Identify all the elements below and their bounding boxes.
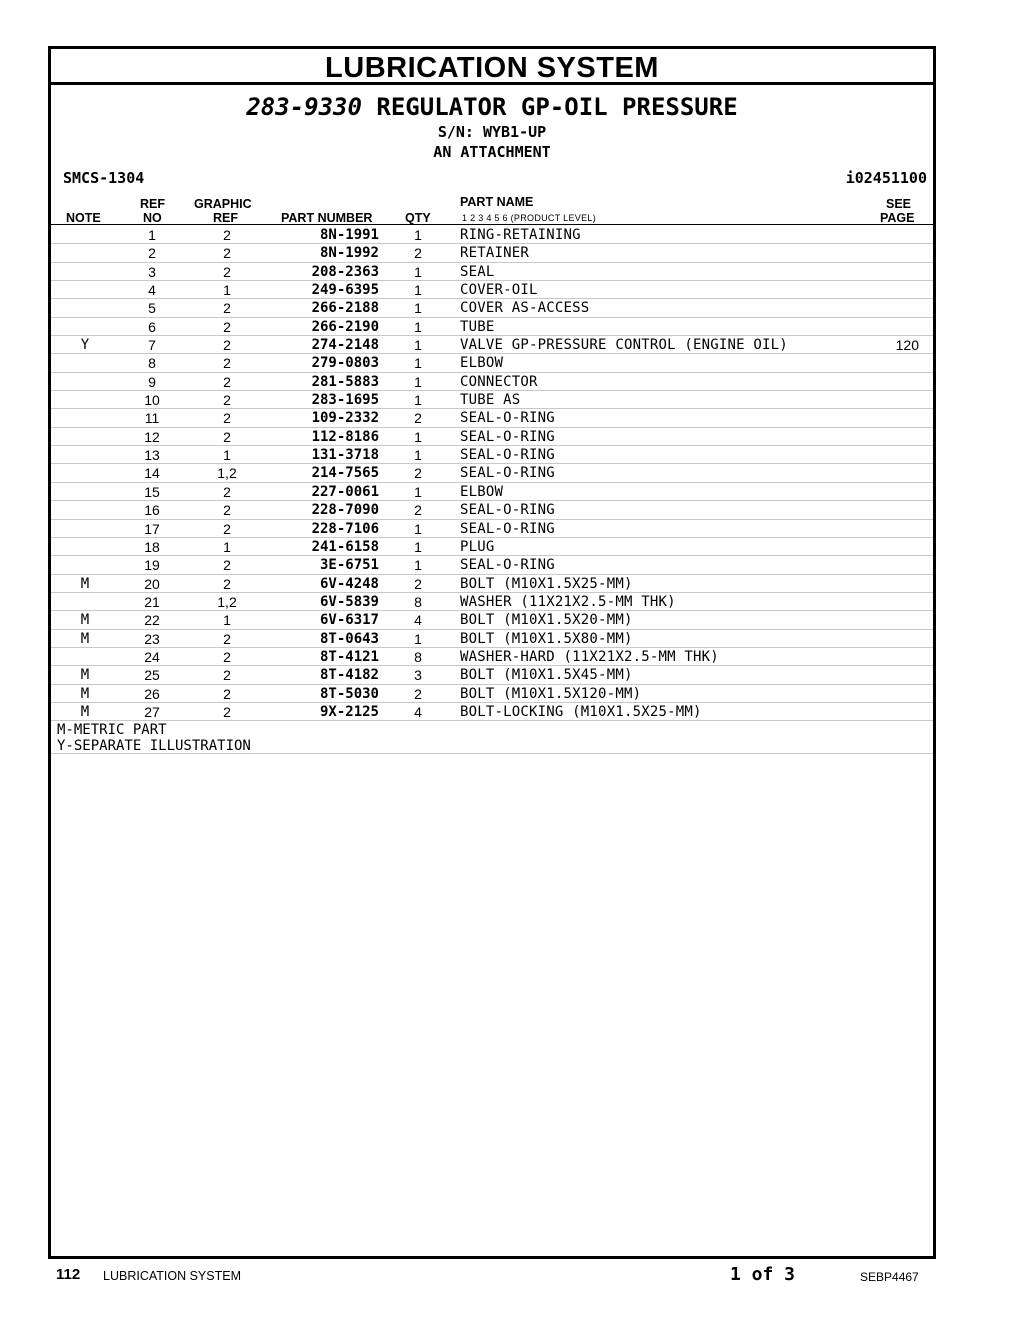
row-qty: 8 xyxy=(414,593,422,610)
table-row xyxy=(51,483,933,501)
row-graphic-ref: 2 xyxy=(223,355,231,372)
row-part-number: 3E-6751 xyxy=(319,557,379,574)
row-part-number: 109-2332 xyxy=(311,410,379,427)
row-part-name: SEAL xyxy=(460,263,495,280)
table-row xyxy=(51,428,933,446)
row-qty: 1 xyxy=(414,520,422,537)
row-part-number: 208-2363 xyxy=(311,263,379,280)
table-row xyxy=(51,336,933,354)
row-graphic-ref: 2 xyxy=(223,483,231,500)
table-row xyxy=(51,630,933,648)
table-row xyxy=(51,281,933,299)
row-part-name: BOLT (M10X1.5X25-MM) xyxy=(460,575,633,592)
table-row xyxy=(51,520,933,538)
row-part-number: 266-2188 xyxy=(311,300,379,317)
row-qty: 1 xyxy=(414,428,422,445)
row-graphic-ref: 2 xyxy=(223,300,231,317)
row-graphic-ref: 1,2 xyxy=(217,465,237,482)
group-name: REGULATOR GP-OIL PRESSURE xyxy=(376,93,738,121)
row-part-number: 228-7106 xyxy=(311,520,379,537)
row-part-number: 6V-5839 xyxy=(319,593,379,610)
row-graphic-ref: 2 xyxy=(223,428,231,445)
row-ref-no: 22 xyxy=(144,612,160,629)
row-graphic-ref: 2 xyxy=(223,502,231,519)
section-title: LUBRICATION SYSTEM xyxy=(51,49,933,85)
row-part-name: BOLT (M10X1.5X80-MM) xyxy=(460,630,633,647)
header-part-number: PART NUMBER xyxy=(281,211,373,225)
header-product-level: 1 2 3 4 5 6 (PRODUCT LEVEL) xyxy=(462,213,596,223)
header-graphic-top: GRAPHIC xyxy=(194,197,252,211)
row-part-number: 281-5883 xyxy=(311,373,379,390)
row-graphic-ref: 2 xyxy=(223,337,231,354)
row-graphic-ref: 1 xyxy=(223,282,231,299)
row-qty: 1 xyxy=(414,318,422,335)
row-ref-no: 25 xyxy=(144,667,160,684)
row-qty: 1 xyxy=(414,300,422,317)
row-qty: 1 xyxy=(414,557,422,574)
row-part-name: BOLT-LOCKING (M10X1.5X25-MM) xyxy=(460,703,702,720)
row-part-number: 9X-2125 xyxy=(319,703,379,720)
footer-doc-id: SEBP4467 xyxy=(860,1270,919,1284)
table-row xyxy=(51,703,933,721)
row-graphic-ref: 2 xyxy=(223,410,231,427)
row-part-name: SEAL-O-RING xyxy=(460,465,555,482)
table-row xyxy=(51,446,933,464)
header-ref-bottom: NO xyxy=(143,211,162,225)
footer-page-number: 112 xyxy=(56,1266,81,1283)
footer-page-of: 1 of 3 xyxy=(730,1264,796,1285)
row-part-number: 8T-5030 xyxy=(319,685,379,702)
row-qty: 4 xyxy=(414,612,422,629)
row-part-name: SEAL-O-RING xyxy=(460,428,555,445)
row-part-name: PLUG xyxy=(460,538,495,555)
row-qty: 1 xyxy=(414,355,422,372)
row-qty: 2 xyxy=(414,575,422,592)
row-part-name: COVER AS-ACCESS xyxy=(460,300,590,317)
table-row xyxy=(51,263,933,281)
table-header xyxy=(51,192,933,225)
row-part-number: 279-0803 xyxy=(311,355,379,372)
row-ref-no: 7 xyxy=(148,337,156,354)
footer-section: LUBRICATION SYSTEM xyxy=(103,1269,241,1283)
table-row xyxy=(51,648,933,666)
row-part-name: TUBE AS xyxy=(460,392,521,409)
row-ref-no: 26 xyxy=(144,685,160,702)
group-title xyxy=(51,93,933,121)
page-footer xyxy=(0,1266,1020,1286)
parts-table xyxy=(51,226,933,754)
row-ref-no: 24 xyxy=(144,648,160,665)
row-qty: 3 xyxy=(414,667,422,684)
row-part-number: 8N-1991 xyxy=(319,227,379,243)
header-qty: QTY xyxy=(405,211,431,225)
row-note: M xyxy=(80,667,90,684)
row-graphic-ref: 1 xyxy=(223,612,231,629)
row-part-name: COVER-OIL xyxy=(460,282,538,299)
row-ref-no: 13 xyxy=(144,447,160,464)
row-graphic-ref: 2 xyxy=(223,263,231,280)
row-ref-no: 16 xyxy=(144,502,160,519)
row-ref-no: 10 xyxy=(144,392,160,409)
row-qty: 4 xyxy=(414,703,422,720)
row-qty: 2 xyxy=(414,410,422,427)
row-graphic-ref: 1 xyxy=(223,447,231,464)
row-ref-no: 23 xyxy=(144,630,160,647)
row-ref-no: 6 xyxy=(148,318,156,335)
row-graphic-ref: 2 xyxy=(223,245,231,262)
serial-number: S/N: WYB1-UP xyxy=(437,123,547,141)
row-graphic-ref: 2 xyxy=(223,392,231,409)
header-part-name: PART NAME xyxy=(460,195,534,209)
table-row xyxy=(51,538,933,556)
row-graphic-ref: 1 xyxy=(223,538,231,555)
row-graphic-ref: 2 xyxy=(223,373,231,390)
row-part-number: 283-1695 xyxy=(311,392,379,409)
row-qty: 2 xyxy=(414,245,422,262)
row-note: M xyxy=(80,575,90,592)
table-row xyxy=(51,244,933,262)
attachment-label: AN ATTACHMENT xyxy=(433,143,551,161)
row-graphic-ref: 2 xyxy=(223,227,231,243)
row-part-name: ELBOW xyxy=(460,483,504,500)
row-graphic-ref: 2 xyxy=(223,685,231,702)
table-row xyxy=(51,354,933,372)
row-part-number: 131-3718 xyxy=(311,447,379,464)
row-ref-no: 14 xyxy=(144,465,160,482)
header-see-top: SEE xyxy=(886,197,912,211)
row-part-number: 227-0061 xyxy=(311,483,379,500)
header-ref-top: REF xyxy=(140,197,165,211)
row-part-number: 274-2148 xyxy=(311,337,379,354)
row-part-name: BOLT (M10X1.5X120-MM) xyxy=(460,685,642,702)
row-note: M xyxy=(80,612,90,629)
row-ref-no: 19 xyxy=(144,557,160,574)
table-row xyxy=(51,226,933,244)
row-ref-no: 3 xyxy=(148,263,156,280)
row-ref-no: 20 xyxy=(144,575,160,592)
row-part-number: 112-8186 xyxy=(311,428,379,445)
row-ref-no: 2 xyxy=(148,245,156,262)
row-qty: 1 xyxy=(414,373,422,390)
table-row xyxy=(51,318,933,336)
row-qty: 1 xyxy=(414,263,422,280)
table-row xyxy=(51,299,933,317)
row-part-name: BOLT (M10X1.5X45-MM) xyxy=(460,667,633,684)
header-note: NOTE xyxy=(66,211,101,225)
row-qty: 1 xyxy=(414,538,422,555)
row-part-name: WASHER-HARD (11X21X2.5-MM THK) xyxy=(460,648,719,665)
row-graphic-ref: 2 xyxy=(223,557,231,574)
notes-legend xyxy=(51,721,933,754)
table-row xyxy=(51,575,933,593)
row-part-number: 241-6158 xyxy=(311,538,379,555)
table-row xyxy=(51,409,933,427)
row-note: Y xyxy=(80,337,90,354)
row-part-number: 8N-1992 xyxy=(319,245,379,262)
table-row xyxy=(51,685,933,703)
table-row xyxy=(51,501,933,519)
row-qty: 1 xyxy=(414,630,422,647)
row-part-name: VALVE GP-PRESSURE CONTROL (ENGINE OIL) xyxy=(460,337,788,354)
row-ref-no: 8 xyxy=(148,355,156,372)
row-qty: 2 xyxy=(414,502,422,519)
row-graphic-ref: 2 xyxy=(223,575,231,592)
row-part-number: 6V-6317 xyxy=(319,612,379,629)
row-ref-no: 15 xyxy=(144,483,160,500)
row-qty: 2 xyxy=(414,685,422,702)
row-part-name: SEAL-O-RING xyxy=(460,410,555,427)
row-ref-no: 9 xyxy=(148,373,156,390)
row-ref-no: 4 xyxy=(148,282,156,299)
row-part-number: 6V-4248 xyxy=(319,575,379,592)
table-row xyxy=(51,556,933,574)
row-graphic-ref: 2 xyxy=(223,630,231,647)
table-row xyxy=(51,391,933,409)
row-part-name: ELBOW xyxy=(460,355,504,372)
header-graphic-bottom: REF xyxy=(213,211,238,225)
row-graphic-ref: 2 xyxy=(223,703,231,720)
row-note: M xyxy=(80,703,90,720)
row-qty: 1 xyxy=(414,337,422,354)
row-ref-no: 5 xyxy=(148,300,156,317)
row-ref-no: 27 xyxy=(144,703,160,720)
row-note: M xyxy=(80,685,90,702)
table-row xyxy=(51,464,933,482)
row-part-number: 228-7090 xyxy=(311,502,379,519)
table-row xyxy=(51,373,933,391)
row-part-name: RING-RETAINING xyxy=(460,227,581,243)
row-part-name: RETAINER xyxy=(460,245,530,262)
row-qty: 1 xyxy=(414,227,422,243)
row-ref-no: 12 xyxy=(144,428,160,445)
table-row xyxy=(51,593,933,611)
row-graphic-ref: 2 xyxy=(223,648,231,665)
smcs-code: SMCS-1304 xyxy=(63,169,145,187)
row-part-name: SEAL-O-RING xyxy=(460,502,555,519)
illustration-id: i02451100 xyxy=(845,169,927,187)
row-part-number: 8T-4182 xyxy=(319,667,379,684)
row-part-number: 249-6395 xyxy=(311,282,379,299)
row-see-page: 120 xyxy=(895,337,919,354)
row-ref-no: 17 xyxy=(144,520,160,537)
row-part-name: SEAL-O-RING xyxy=(460,557,555,574)
row-qty: 1 xyxy=(414,282,422,299)
row-note: M xyxy=(80,630,90,647)
note-line: Y-SEPARATE ILLUSTRATION xyxy=(57,738,251,755)
row-graphic-ref: 1,2 xyxy=(217,593,237,610)
table-row xyxy=(51,611,933,629)
table-row xyxy=(51,666,933,684)
note-line: M-METRIC PART xyxy=(57,722,167,739)
row-part-name: SEAL-O-RING xyxy=(460,447,555,464)
row-part-number: 266-2190 xyxy=(311,318,379,335)
row-part-name: BOLT (M10X1.5X20-MM) xyxy=(460,612,633,629)
row-part-name: SEAL-O-RING xyxy=(460,520,555,537)
row-ref-no: 18 xyxy=(144,538,160,555)
row-qty: 1 xyxy=(414,392,422,409)
header-see-bottom: PAGE xyxy=(880,211,915,225)
row-qty: 1 xyxy=(414,447,422,464)
row-qty: 1 xyxy=(414,483,422,500)
row-part-name: CONNECTOR xyxy=(460,373,538,390)
row-graphic-ref: 2 xyxy=(223,667,231,684)
row-part-number: 214-7565 xyxy=(311,465,379,482)
row-qty: 8 xyxy=(414,648,422,665)
row-graphic-ref: 2 xyxy=(223,520,231,537)
group-part-number: 283-9330 xyxy=(246,93,362,121)
row-ref-no: 21 xyxy=(144,593,160,610)
row-graphic-ref: 2 xyxy=(223,318,231,335)
row-qty: 2 xyxy=(414,465,422,482)
row-part-name: WASHER (11X21X2.5-MM THK) xyxy=(460,593,676,610)
row-ref-no: 1 xyxy=(148,227,156,243)
row-part-number: 8T-0643 xyxy=(319,630,379,647)
row-part-name: TUBE xyxy=(460,318,495,335)
row-ref-no: 11 xyxy=(144,410,160,427)
page-frame xyxy=(48,46,936,1259)
row-part-number: 8T-4121 xyxy=(319,648,379,665)
